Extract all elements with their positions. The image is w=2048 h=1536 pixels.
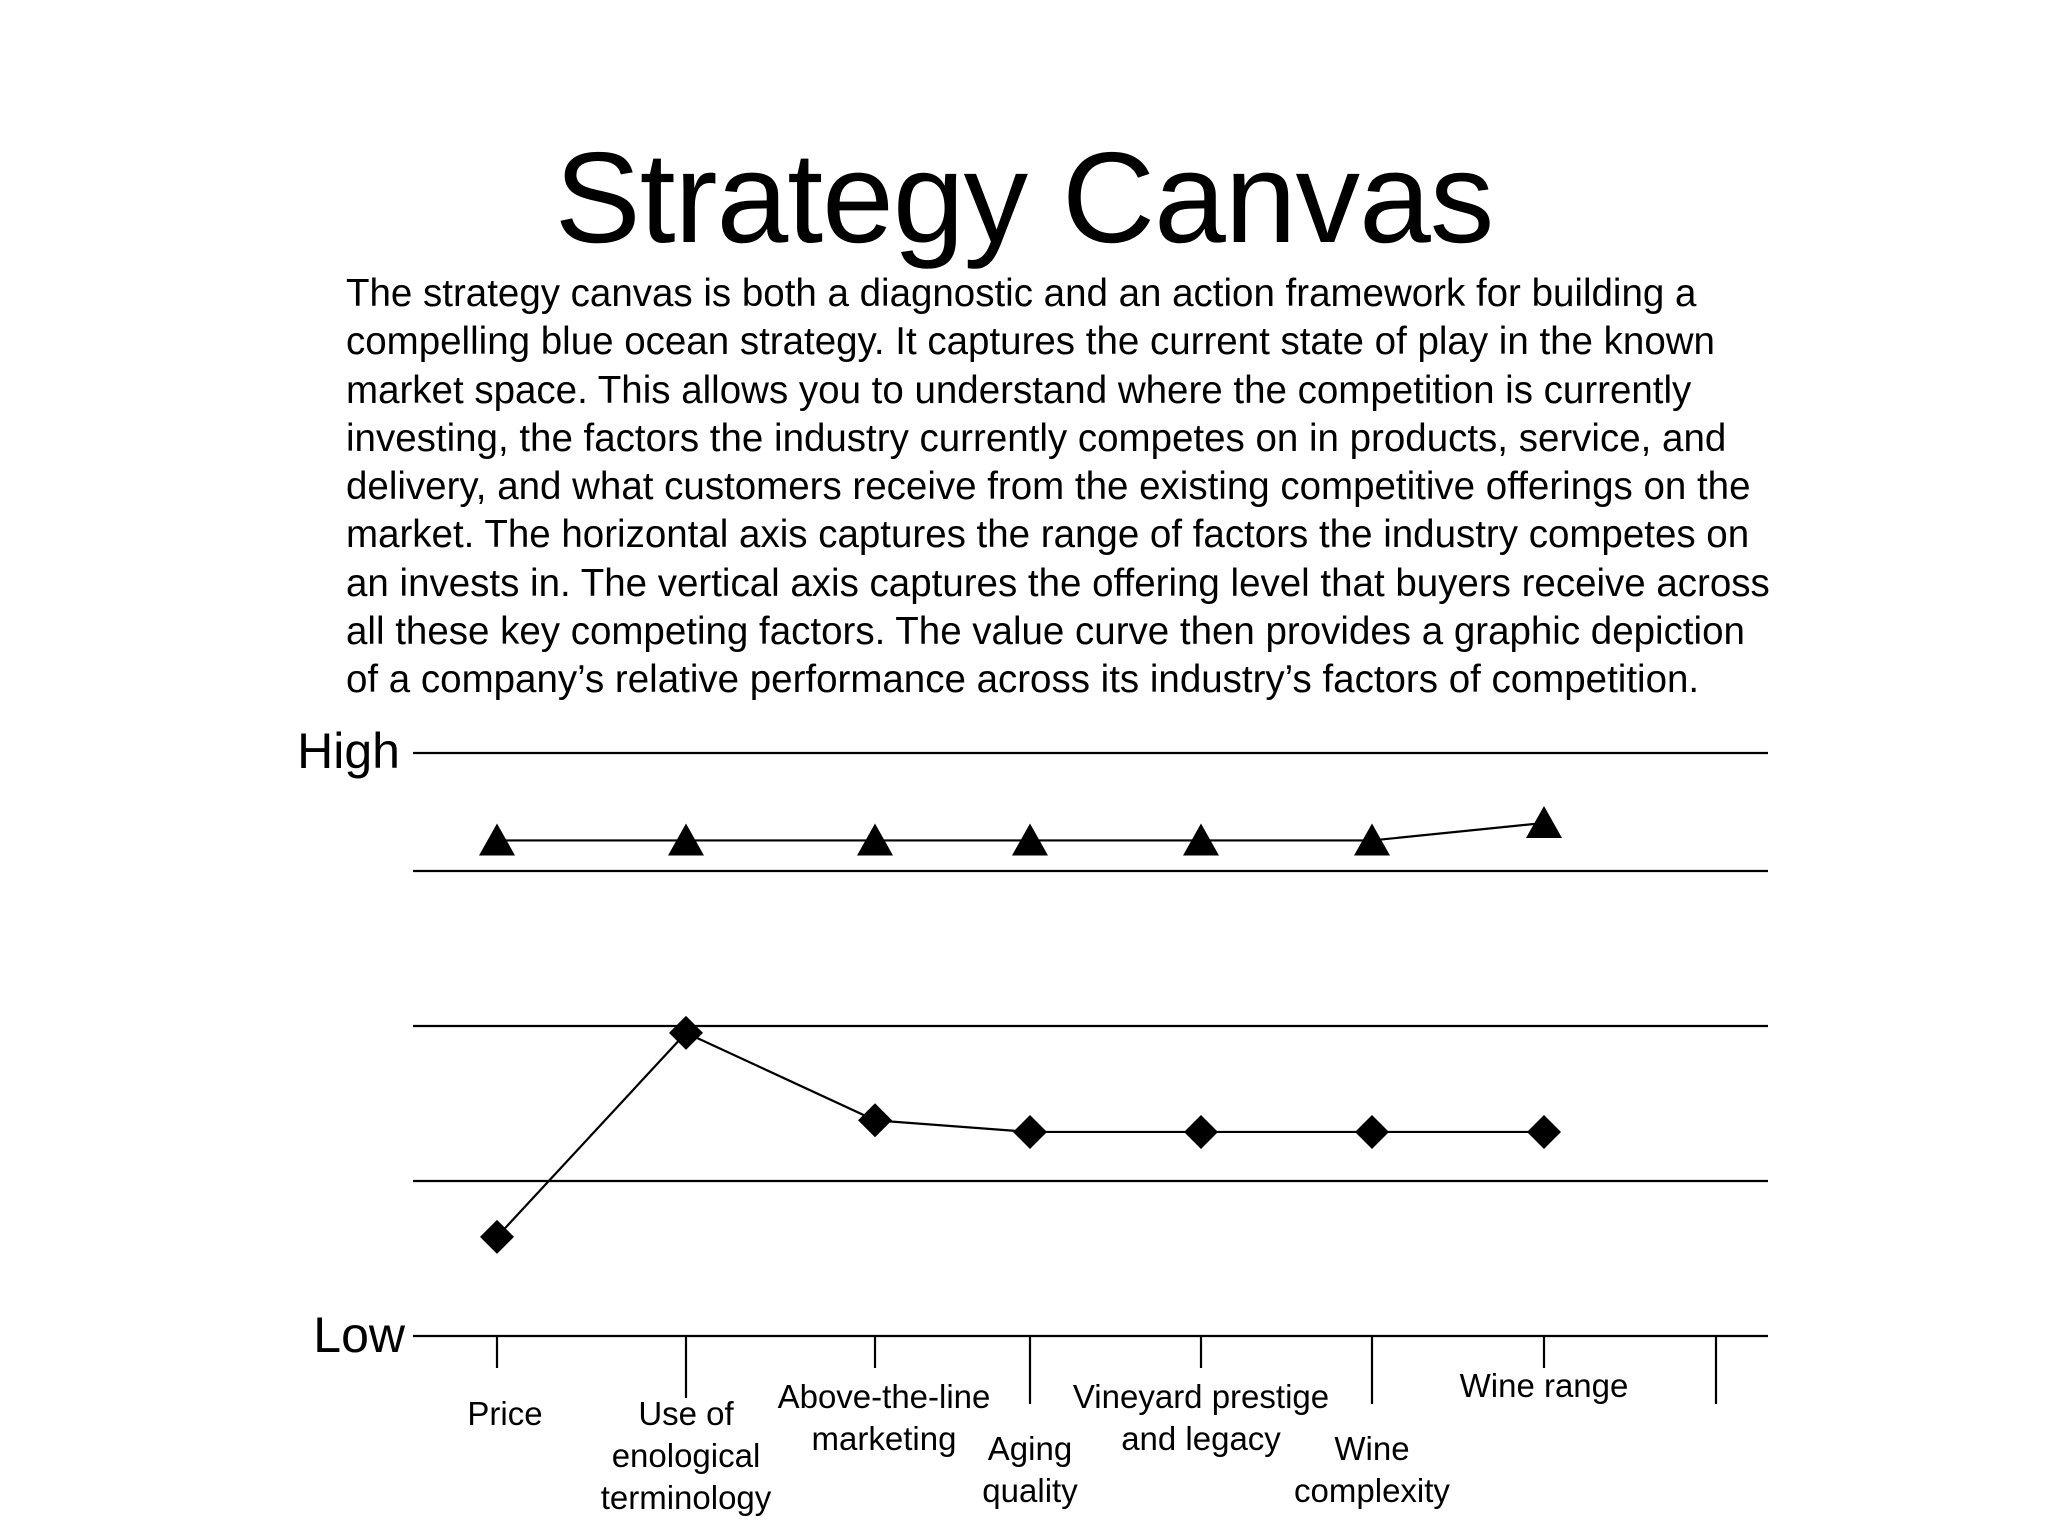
x-tick-label: Above-the-line marketing [777,1378,991,1457]
diamond-marker [858,1103,892,1137]
series-lines [479,806,1562,1254]
description-line: delivery, and what customers receive from the existing competitive offerings on the [346,465,1751,509]
diamond-marker [1355,1115,1389,1149]
x-tick-label: Use of enological terminology [600,1395,772,1516]
triangle-marker [1526,806,1562,838]
description-line: of a company’s relative performance across its industry’s factors of competition. [346,658,1700,702]
description-line: compelling blue ocean strategy. It captures the current state of play in the known [346,320,1715,364]
description-line: The strategy canvas is both a diagnostic and an action framework for building a [346,272,1697,315]
x-tick-label: Wine range [1459,1367,1629,1404]
description-line: market. The horizontal axis captures the range of factors the industry competes on [346,513,1750,557]
description-line: an invests in. The vertical axis captures the offering level that buyers receive across [346,561,1770,605]
x-axis-labels [467,1367,1628,1516]
diamond-marker [1013,1115,1047,1149]
series-line-1 [497,823,1544,840]
diamond-marker [1527,1115,1561,1149]
y-axis-high-label: High [297,723,400,779]
x-tick-label: Aging quality [982,1430,1078,1509]
description-line: market space. This allows you to understand where the competition is currently [346,368,1692,412]
y-axis-low-label: Low [313,1307,405,1363]
description-line: investing, the factors the industry currently competes on in products, service, and [346,416,1727,460]
x-tick-label: Price [467,1395,543,1432]
x-tick-label: Wine complexity [1294,1430,1450,1509]
description-line: all these key competing factors. The value curve then provides a graphic depiction [346,610,1745,654]
page-title: Strategy Canvas [554,126,1494,270]
diamond-marker [1184,1115,1218,1149]
x-tick-label: Vineyard prestige and legacy [1072,1378,1330,1457]
